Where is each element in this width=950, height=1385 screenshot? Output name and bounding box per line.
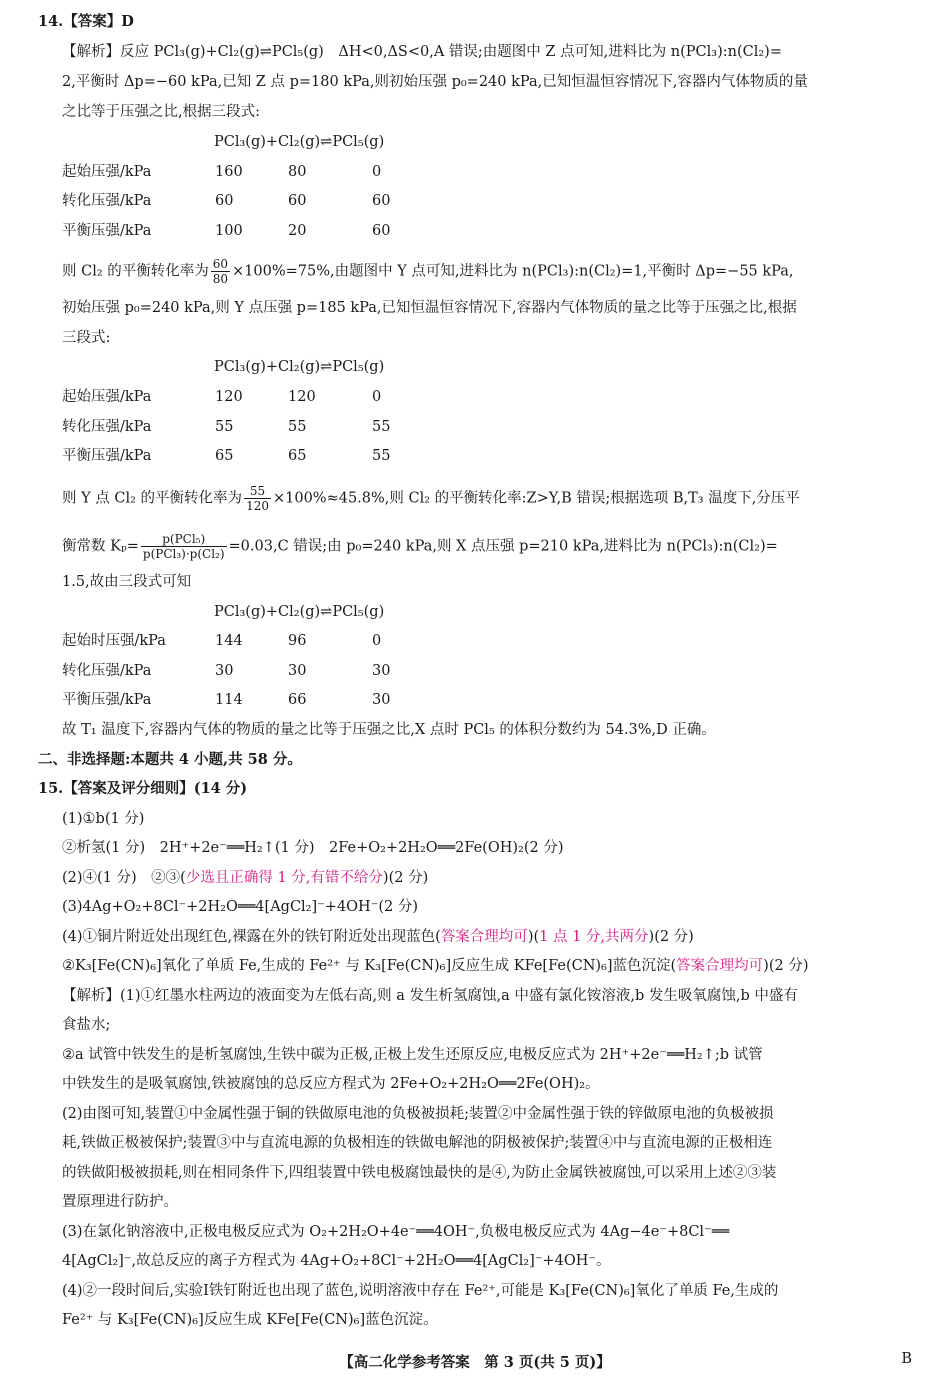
q14-line-1: 【解析】反应 PCl₃(g)+Cl₂(g)⇌PCl₅(g) ΔH<0,ΔS<0,A 错误;由题图中 Z 点可知,进料比为 n(PCl₃):n(Cl₂)= bbox=[62, 44, 782, 60]
page-footer: 【高二化学参考答案 第 3 页(共 5 页)】 bbox=[339, 1354, 611, 1371]
table2-cell: 0 bbox=[372, 389, 382, 405]
table2-cell: 55 bbox=[288, 419, 307, 435]
table3-row-label: 起始时压强/kPa bbox=[62, 633, 166, 649]
table2-row-label: 转化压强/kPa bbox=[62, 419, 152, 435]
fraction-numerator: p(PCl₅) bbox=[141, 532, 227, 547]
fraction-denominator: 120 bbox=[246, 499, 269, 513]
table3-cell: 30 bbox=[372, 692, 391, 708]
q15-answer-5-sep: )( bbox=[527, 929, 540, 945]
q15-answer-6-score: )(2 分) bbox=[763, 958, 809, 974]
table2-cell: 65 bbox=[215, 448, 234, 464]
q15-explanation-10: 4[AgCl₂]⁻,故总反应的离子方程式为 4Ag+O₂+8Cl⁻+2H₂O══4[AgCl₂]⁻+4OH⁻。 bbox=[62, 1253, 611, 1269]
table2-cell: 55 bbox=[372, 448, 391, 464]
q14-line-8 bbox=[62, 532, 910, 561]
q14-heading: 14.【答案】D bbox=[38, 13, 134, 30]
table3-cell: 30 bbox=[372, 663, 391, 679]
q15-answer-3 bbox=[62, 868, 910, 888]
table1-cell: 0 bbox=[372, 164, 382, 180]
scoring-note: 答案合理均可 bbox=[676, 958, 764, 974]
q14-line-4 bbox=[62, 257, 910, 286]
q15-answer-2: ②析氢(1 分) 2H⁺+2e⁻══H₂↑(1 分) 2Fe+O₂+2H₂O══2Fe(OH)₂(2 分) bbox=[62, 840, 564, 856]
q15-answer-5 bbox=[62, 927, 910, 947]
q14-line-2: 2,平衡时 Δp=−60 kPa,已知 Z 点 p=180 kPa,则初始压强 p₀=240 kPa,已知恒温恒容情况下,容器内气体物质的量 bbox=[62, 74, 808, 90]
q15-answer-6 bbox=[62, 956, 910, 976]
q15-explanation-2: 食盐水; bbox=[62, 1017, 111, 1033]
reaction-equation-3: PCl₃(g)+Cl₂(g)⇌PCl₅(g) bbox=[214, 604, 385, 620]
q14-line-5: 初始压强 p₀=240 kPa,则 Y 点压强 p=185 kPa,已知恒温恒容情况下,容器内气体物质的量之比等于压强之比,根据 bbox=[62, 300, 797, 316]
fraction-numerator: 55 bbox=[244, 484, 271, 499]
q15-explanation-3: ②a 试管中铁发生的是析氢腐蚀,生铁中碳为正极,正极上发生还原反应,电极反应式为 2H⁺+2e⁻══H₂↑;b 试管 bbox=[62, 1047, 763, 1063]
q15-explanation-6: 耗,铁做正极被保护;装置③中与直流电源的负极相连的铁做电解池的阴极被保护;装置④中与直流电源的正极相连 bbox=[62, 1135, 773, 1151]
table1-cell: 60 bbox=[288, 193, 307, 209]
table3-cell: 144 bbox=[215, 633, 243, 649]
table2-cell: 55 bbox=[372, 419, 391, 435]
q15-explanation-4: 中铁发生的是吸氧腐蚀,铁被腐蚀的总反应方程式为 2Fe+O₂+2H₂O══2Fe(OH)₂。 bbox=[62, 1076, 600, 1092]
table2-cell: 65 bbox=[288, 448, 307, 464]
table2-row-label: 平衡压强/kPa bbox=[62, 448, 152, 464]
table1-row-label: 转化压强/kPa bbox=[62, 193, 152, 209]
table1-cell: 60 bbox=[215, 193, 234, 209]
q15-explanation-11: (4)②一段时间后,实验Ⅰ铁钉附近也出现了蓝色,说明溶液中存在 Fe²⁺,可能是 K₃[Fe(CN)₆]氧化了单质 Fe,生成的 bbox=[62, 1283, 779, 1299]
q14-line-7-text-a: 则 Y 点 Cl₂ 的平衡转化率为 bbox=[62, 490, 243, 507]
table3-cell: 30 bbox=[288, 663, 307, 679]
section-2-heading: 二、非选择题:本题共 4 小题,共 58 分。 bbox=[38, 751, 302, 768]
q14-line-10: 故 T₁ 温度下,容器内气体的物质的量之比等于压强之比,X 点时 PCl₅ 的体积分数约为 54.3%,D 正确。 bbox=[62, 722, 716, 738]
q15-answer-5-score: )(2 分) bbox=[648, 929, 694, 945]
table1-cell: 60 bbox=[372, 193, 391, 209]
fraction-denominator: p(PCl₃)·p(Cl₂) bbox=[142, 547, 225, 561]
fraction-55-120 bbox=[244, 484, 271, 513]
table1-row-label: 平衡压强/kPa bbox=[62, 223, 152, 239]
q15-explanation-1: 【解析】(1)①红墨水柱两边的液面变为左低右高,则 a 发生析氢腐蚀,a 中盛有氯化铵溶液,b 发生吸氧腐蚀,b 中盛有 bbox=[62, 988, 798, 1004]
version-label: B bbox=[901, 1351, 912, 1367]
q15-answer-5-text: (4)①铜片附近处出现红色,裸露在外的铁钉附近处出现蓝色( bbox=[62, 929, 441, 945]
reaction-equation-2: PCl₃(g)+Cl₂(g)⇌PCl₅(g) bbox=[214, 359, 385, 375]
table1-row-label: 起始压强/kPa bbox=[62, 164, 152, 180]
table2-cell: 120 bbox=[215, 389, 243, 405]
table2-row-label: 起始压强/kPa bbox=[62, 389, 152, 405]
table2-cell: 55 bbox=[215, 419, 234, 435]
table3-cell: 114 bbox=[215, 692, 243, 708]
table1-cell: 80 bbox=[288, 164, 307, 180]
table3-cell: 66 bbox=[288, 692, 307, 708]
table1-cell: 60 bbox=[372, 223, 391, 239]
table1-cell: 20 bbox=[288, 223, 307, 239]
q14-line-4-text-a: 则 Cl₂ 的平衡转化率为 bbox=[62, 263, 209, 280]
q14-line-4-text-b: ×100%=75%,由题图中 Y 点可知,进料比为 n(PCl₃):n(Cl₂)=1,平衡时 Δp=−55 kPa, bbox=[232, 263, 794, 280]
q15-heading: 15.【答案及评分细则】(14 分) bbox=[38, 780, 248, 797]
q14-line-8-text-a: 衡常数 Kₚ= bbox=[62, 538, 139, 555]
q15-answer-4: (3)4Ag+O₂+8Cl⁻+2H₂O══4[AgCl₂]⁻+4OH⁻(2 分) bbox=[62, 899, 419, 915]
fraction-60-80 bbox=[211, 257, 230, 286]
q15-explanation-9: (3)在氯化钠溶液中,正极电极反应式为 O₂+2H₂O+4e⁻══4OH⁻,负极电极反应式为 4Ag−4e⁻+8Cl⁻══ bbox=[62, 1224, 730, 1240]
table3-cell: 96 bbox=[288, 633, 307, 649]
fraction-kp bbox=[141, 532, 227, 561]
scoring-note: 答案合理均可 bbox=[440, 929, 528, 945]
q14-line-8-text-b: =0.03,C 错误;由 p₀=240 kPa,则 X 点压强 p=210 kPa,进料比为 n(PCl₃):n(Cl₂)= bbox=[228, 538, 778, 555]
q15-explanation-5: (2)由图可知,装置①中金属性强于铜的铁做原电池的负极被损耗;装置②中金属性强于铁的锌做原电池的负极被损 bbox=[62, 1106, 774, 1122]
table3-cell: 0 bbox=[372, 633, 382, 649]
q14-line-9: 1.5,故由三段式可知 bbox=[62, 574, 192, 590]
table3-row-label: 转化压强/kPa bbox=[62, 663, 152, 679]
q14-line-7-text-b: ×100%≈45.8%,则 Cl₂ 的平衡转化率:Z>Y,B 错误;根据选项 B,T₃ 温度下,分压平 bbox=[272, 490, 800, 507]
q15-explanation-7: 的铁做阳极被损耗,则在相同条件下,四组装置中铁电极腐蚀最快的是④,为防止金属铁被腐蚀,可以采用上述②③装 bbox=[62, 1165, 777, 1181]
table1-cell: 100 bbox=[215, 223, 243, 239]
scoring-note: 少选且正确得 1 分,有错不给分 bbox=[185, 870, 383, 886]
q14-line-3: 之比等于压强之比,根据三段式: bbox=[62, 104, 260, 120]
table3-row-label: 平衡压强/kPa bbox=[62, 692, 152, 708]
q15-answer-6-text: ②K₃[Fe(CN)₆]氧化了单质 Fe,生成的 Fe²⁺ 与 K₃[Fe(CN)₆]反应生成 KFe[Fe(CN)₆]蓝色沉淀( bbox=[62, 958, 677, 974]
table1-cell: 160 bbox=[215, 164, 243, 180]
q15-explanation-8: 置原理进行防护。 bbox=[62, 1194, 178, 1210]
fraction-numerator: 60 bbox=[212, 257, 229, 271]
scoring-note: 1 点 1 分,共两分 bbox=[539, 929, 649, 945]
table2-cell: 120 bbox=[288, 389, 316, 405]
q15-explanation-12: Fe²⁺ 与 K₃[Fe(CN)₆]反应生成 KFe[Fe(CN)₆]蓝色沉淀。 bbox=[62, 1312, 438, 1328]
q14-line-7 bbox=[62, 484, 910, 513]
q15-answer-3-text: (2)④(1 分) ②③( bbox=[62, 870, 186, 886]
table3-cell: 30 bbox=[215, 663, 234, 679]
q15-answer-1: (1)①b(1 分) bbox=[62, 811, 145, 827]
fraction-denominator: 80 bbox=[212, 272, 229, 286]
q15-answer-3-score: )(2 分) bbox=[382, 870, 429, 886]
q14-line-6: 三段式: bbox=[62, 330, 111, 346]
reaction-equation-1: PCl₃(g)+Cl₂(g)⇌PCl₅(g) bbox=[214, 134, 385, 150]
